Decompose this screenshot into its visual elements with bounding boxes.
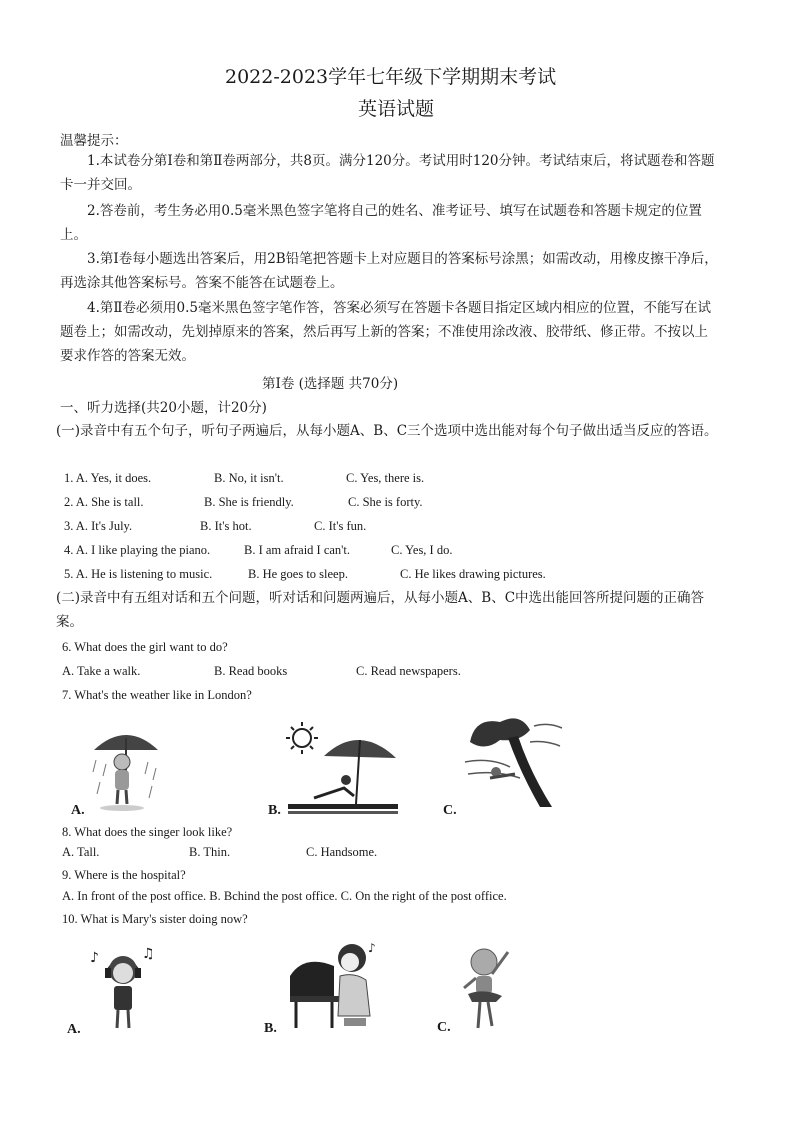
q8-stem: 8. What does the singer look like?: [62, 825, 233, 839]
q5-option-a: 5. A. He is listening to music.: [64, 567, 213, 581]
sunny-beach-umbrella-image: [284, 718, 404, 818]
girl-playing-piano-image: [284, 936, 394, 1031]
q1-option-c: C. Yes, there is.: [346, 471, 425, 485]
notice-heading: 温馨提示：: [60, 133, 128, 149]
windy-tree-image: [460, 712, 570, 812]
q4-option-b: B. I am afraid I can't.: [244, 543, 351, 557]
q2-option-a: 2. A. She is tall.: [64, 495, 144, 509]
q3-option-a: 3. A. It's July.: [64, 519, 133, 533]
notice-item-1: 1.本试卷分第Ⅰ卷和第Ⅱ卷两部分，共8页。满分120分。考试用时120分钟。考试结束后，将试题卷和答题卡一并交回。: [60, 153, 715, 193]
q9-stem: 9. Where is the hospital?: [62, 868, 186, 882]
part1-heading: 第Ⅰ卷 (选择题 共70分): [262, 376, 399, 392]
svg-text:♪: ♪: [90, 950, 99, 966]
q4-option-a: 4. A. I like playing the piano.: [64, 543, 211, 557]
q10-option-b-label: B.: [264, 1021, 277, 1036]
sub-instructions-2: (二)录音中有五组对话和五个问题，听对话和问题两遍后，从每小题A、B、C中选出能回答所提问题的正确答案。: [56, 590, 705, 630]
girl-listening-music-image: [88, 940, 158, 1035]
q8-option-b: B. Thin.: [189, 845, 231, 859]
q2-option-c: C. She is forty.: [348, 495, 423, 509]
q2-option-b: B. She is friendly.: [204, 495, 294, 509]
q10-option-a-label: A.: [67, 1022, 81, 1037]
notice-item-4: 4.第Ⅱ卷必须用0.5毫米黑色签字笔作答，答案必须写在答题卡各题目指定区域内相应的位置，不能写在试题卷上；如需改动，先划掉原来的答案，然后再写上新的答案；不准使用涂改液、胶带纸、修正带。不按以上要求作答的答案无效。: [60, 300, 712, 364]
q5-option-c: C. He likes drawing pictures.: [400, 567, 546, 581]
svg-text:♫: ♫: [142, 946, 155, 962]
q9-options: A. In front of the post office. B. Bchind the post office. C. On the right of the post office.: [62, 889, 507, 903]
q7-option-c-label: C.: [443, 803, 457, 818]
page-title: 2022-2023学年七年级下学期期末考试: [225, 66, 557, 88]
q6-option-a: A. Take a walk.: [62, 664, 141, 678]
q6-option-b: B. Read books: [214, 664, 288, 678]
q6-stem: 6. What does the girl want to do?: [62, 640, 228, 654]
q3-option-c: C. It's fun.: [314, 519, 367, 533]
q6-option-c: C. Read newspapers.: [356, 664, 461, 678]
q8-option-c: C. Handsome.: [306, 845, 378, 859]
sub-instructions-1: (一)录音中有五个句子，听句子两遍后，从每小题A、B、C三个选项中选出能对每个句子做出适当反应的答语。: [56, 423, 718, 439]
q7-stem: 7. What's the weather like in London?: [62, 688, 252, 702]
q4-option-c: C. Yes, I do.: [391, 543, 453, 557]
q7-option-a-label: A.: [71, 803, 85, 818]
q1-option-a: 1. A. Yes, it does.: [64, 471, 152, 485]
q10-stem: 10. What is Mary's sister doing now?: [62, 912, 248, 926]
svg-text:♪: ♪: [368, 941, 376, 955]
q5-option-b: B. He goes to sleep.: [248, 567, 348, 581]
page-subtitle: 英语试题: [358, 98, 435, 120]
q3-option-b: B. It's hot.: [200, 519, 252, 533]
section-heading: 一、听力选择(共20小题，计20分): [60, 400, 267, 416]
q7-option-b-label: B.: [268, 803, 281, 818]
notice-item-3: 3.第Ⅰ卷每小题选出答案后，用2B铅笔把答题卡上对应题目的答案标号涂黑；如需改动，用橡皮擦干净后，再选涂其他答案标号。答案不能答在试题卷上。: [60, 251, 718, 291]
girl-dancing-image: [456, 944, 516, 1034]
rainy-umbrella-girl-image: [86, 720, 166, 815]
notice-item-2: 2.答卷前，考生务必用0.5毫米黑色签字笔将自己的姓名、准考证号、填写在试题卷和答题卡规定的位置上。: [60, 203, 702, 243]
q1-option-b: B. No, it isn't.: [214, 471, 284, 485]
q8-option-a: A. Tall.: [62, 845, 100, 859]
q10-option-c-label: C.: [437, 1020, 451, 1035]
